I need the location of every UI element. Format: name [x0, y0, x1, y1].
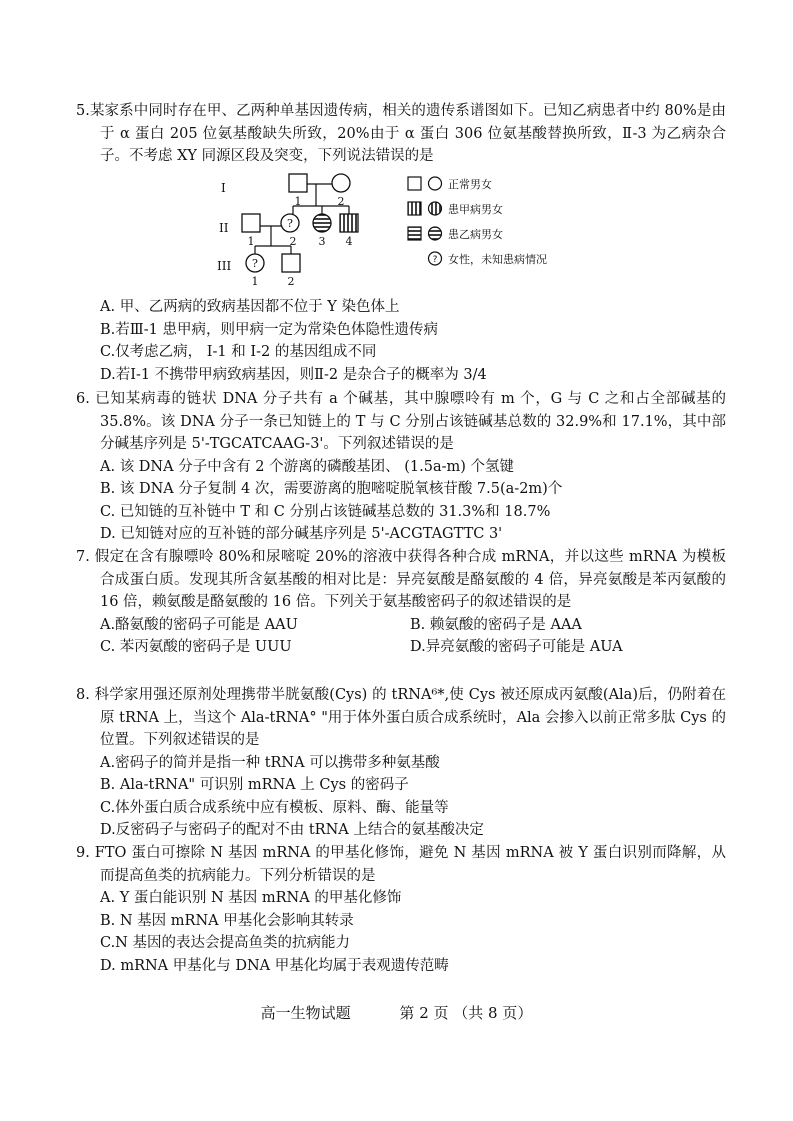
- pedigree-male-normal: [242, 214, 260, 232]
- legend-text: 女性，未知患病情况: [448, 253, 547, 266]
- option-c: C.体外蛋白质合成系统中应有模板、原料、酶、能量等: [100, 799, 449, 816]
- pedigree-male-disease-a: [340, 214, 358, 232]
- individual-number: 2: [287, 275, 295, 286]
- option-c: C. 苯丙氨酸的密码子是 UUU: [100, 639, 292, 655]
- option-a: A. Y 蛋白能识别 N 基因 mRNA 的甲基化修饰: [100, 890, 402, 906]
- option-row: [76, 636, 726, 659]
- option-d: D.异亮氨酸的密码子可能是 AUA: [410, 639, 623, 655]
- individual-number: 4: [345, 235, 353, 248]
- legend-text: 正常男女: [448, 178, 492, 191]
- unknown-mark: ?: [252, 257, 258, 270]
- pedigree-male-normal: [289, 174, 307, 192]
- option-b: B. 赖氨酸的密码子是 AAA: [410, 616, 582, 633]
- question-9: [76, 842, 726, 977]
- generation-label: I: [221, 181, 226, 195]
- option-d: D. mRNA 甲基化与 DNA 甲基化均属于表观遗传范畴: [100, 957, 449, 974]
- pedigree-female-disease-b: [313, 214, 331, 232]
- option-b: B.若Ⅲ-1 患甲病，则甲病一定为常染色体隐性遗传病: [100, 321, 438, 338]
- question-5-options: [76, 296, 726, 386]
- individual-number: 1: [247, 235, 255, 248]
- pedigree-chart: [215, 166, 605, 286]
- question-stem: 6. 已知某病毒的链状 DNA 分子共有 a 个碱基，其中腺嘌呤有 m 个，G 与 C 之和占全部碱基的 35.8%。该 DNA 分子一条已知链上的 T 与 C 分别占该链碱基总数的 32.9%和 17.1%，其中部分碱基序列是 5'-TGCATCAAG-3'。下列叙述错误的是: [76, 391, 726, 452]
- unknown-mark: ?: [432, 255, 438, 265]
- individual-number: 2: [289, 235, 297, 248]
- footer-page-number: 第 2 页 （共 8 页）: [399, 1004, 533, 1022]
- option-a: A.酪氨酸的密码子可能是 AAU: [100, 616, 298, 633]
- question-stem: 8. 科学家用强还原剂处理携带半胱氨酸(Cys) 的 tRNA⁶*,使 Cys 被还原成丙氨酸(Ala)后，仍附着在原 tRNA 上，当这个 Ala-tRNA° "用于体外蛋白质合成系统时，Ala 会掺入以前正常多肽 Cys 的位置。下列叙述错误的是: [76, 687, 726, 748]
- question-stem: 9. FTO 蛋白可擦除 N 基因 mRNA 的甲基化修饰，避免 N 基因 mRNA 被 Y 蛋白识别而降解，从而提高鱼类的抗病能力。下列分析错误的是: [76, 845, 726, 884]
- individual-number: 1: [251, 275, 259, 286]
- option-c: C.仅考虑乙病， I-1 和 I-2 的基因组成不同: [100, 344, 377, 360]
- question-stem: 5.某家系中同时存在甲、乙两种单基因遗传病，相关的遗传系谱图如下。已知乙病患者中约 80%是由于 α 蛋白 205 位氨基酸缺失所致，20%由于 α 蛋白 306 位氨基酸替换所致，Ⅱ-3 为乙病杂合子。不考虑 XY 同源区段及突变，下列说法错误的是: [76, 103, 726, 164]
- legend-text: 患甲病男女: [448, 203, 503, 216]
- option-b: B. 该 DNA 分子复制 4 次，需要游离的胞嘧啶脱氧核苷酸 7.5(a-2m)个: [100, 481, 563, 497]
- option-d: D.反密码子与密码子的配对不由 tRNA 上结合的氨基酸决定: [100, 822, 484, 838]
- option-a: A. 该 DNA 分子中含有 2 个游离的磷酸基团、 (1.5a-m) 个氢键: [100, 458, 515, 475]
- option-b: B. N 基因 mRNA 甲基化会影响其转录: [100, 912, 354, 929]
- generation-label: II: [219, 221, 229, 235]
- option-c: C. 已知链的互补链中 T 和 C 分别占该链碱基总数的 31.3%和 18.7%: [100, 503, 551, 520]
- question-8: [76, 684, 726, 842]
- individual-number: 2: [337, 195, 345, 208]
- pedigree-male-normal: [282, 254, 300, 272]
- unknown-mark: ?: [287, 217, 293, 230]
- option-b: B. Ala-tRNA" 可识别 mRNA 上 Cys 的密码子: [100, 777, 409, 793]
- page-footer: [0, 1002, 793, 1023]
- option-a: A. 甲、乙两病的致病基因都不位于 Y 染色体上: [100, 299, 400, 315]
- generation-label: III: [217, 259, 232, 273]
- individual-number: 3: [318, 235, 326, 248]
- individual-number: 1: [294, 195, 302, 208]
- option-d: D. 已知链对应的互补链的部分碱基序列是 5'-ACGTAGTTC 3': [100, 526, 503, 542]
- option-row: [76, 614, 726, 637]
- option-c: C.N 基因的表达会提高鱼类的抗病能力: [100, 935, 350, 951]
- question-6: [76, 388, 726, 546]
- option-a: A.密码子的简并是指一种 tRNA 可以携带多种氨基酸: [100, 754, 440, 771]
- question-stem: 7. 假定在含有腺嘌呤 80%和尿嘧啶 20%的溶液中获得各种合成 mRNA，并以这些 mRNA 为模板合成蛋白质。发现其所含氨基酸的相对比是：异亮氨酸是酪氨酸的 4 倍，异亮氨酸是苯丙氨酸的 16 倍，赖氨酸是酪氨酸的 16 倍。下列关于氨基酸密码子的叙述错误的是: [76, 549, 726, 610]
- option-d: D.若Ⅰ-1 不携带甲病致病基因，则Ⅱ-2 是杂合子的概率为 3/4: [100, 366, 487, 383]
- question-5: [76, 100, 726, 168]
- footer-subject: 高一生物试题: [260, 1004, 351, 1022]
- legend-text: 患乙病男女: [448, 228, 503, 241]
- pedigree-female-normal: [332, 174, 350, 192]
- question-7: [76, 546, 726, 659]
